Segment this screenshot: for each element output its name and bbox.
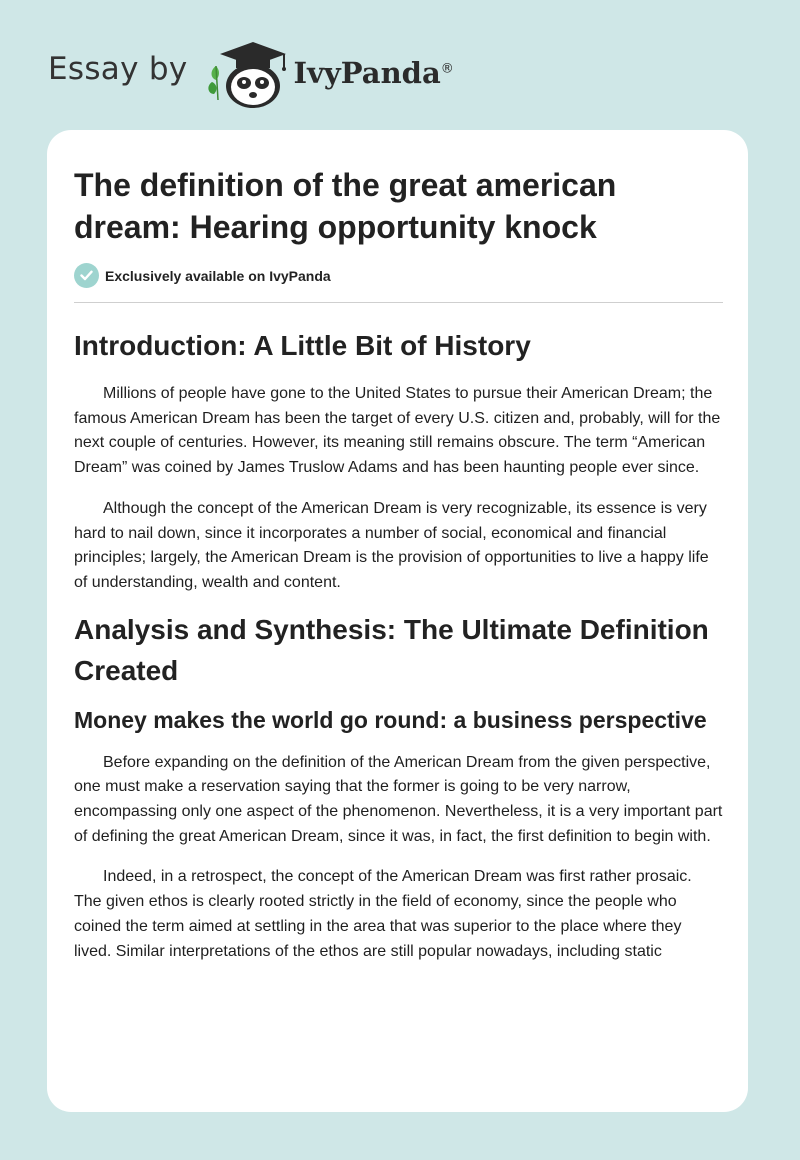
- paragraph: Although the concept of the American Dream is very recognizable, its essence is very hard to nail down, since it incorporates a number of social, economical and financial principles; largely, the American Dream is the provision of opportunities to live a happy life of understanding, wealth and content.: [74, 499, 709, 591]
- page-title: The definition of the great american dream: Hearing opportunity knock: [74, 167, 617, 245]
- essay-card: [47, 130, 748, 1112]
- panda-logo-icon[interactable]: [206, 36, 290, 110]
- subsection-heading-money: Money makes the world go round: a business perspective: [74, 706, 707, 733]
- essay-by-label: Essay by: [48, 51, 188, 87]
- section-heading-analysis: Analysis and Synthesis: The Ultimate Definition Created: [74, 613, 709, 686]
- ivy-leaf-icon: [208, 66, 219, 100]
- check-circle-icon: [74, 263, 99, 288]
- divider: [74, 302, 723, 303]
- exclusive-badge: [74, 263, 331, 288]
- paragraph: Before expanding on the definition of the American Dream from the given perspective, one must make a reservation saying that the former is going to be very narrow, encompassing only one aspect of the phenomenon. Nevertheless, it is a very important part of defining the great American Dream, since it was, in fact, the first definition to begin with.: [74, 753, 723, 845]
- essay-body: [74, 320, 723, 964]
- paragraph: Millions of people have gone to the United States to pursue their American Dream; the famous American Dream has been the target of every U.S. citizen and, probably, will for the next couple of centuries. However, its meaning still remains obscure. The term “American Dream” was coined by James Truslow Adams and has been haunting people ever since.: [74, 385, 721, 477]
- paragraph: Indeed, in a retrospect, the concept of the American Dream was first rather prosaic. The given ethos is clearly rooted strictly in the field of economy, since the people who coined the term aimed at settling in the area that was superior to the place where they lived. Similar interpretations of the ethos are still popular nowadays, including static: [74, 868, 692, 960]
- section-heading-introduction: Introduction: A Little Bit of History: [74, 330, 531, 361]
- brand-name[interactable]: IvyPanda®: [293, 56, 454, 90]
- site-header: [48, 36, 454, 110]
- exclusive-label: Exclusively available on IvyPanda: [105, 267, 331, 284]
